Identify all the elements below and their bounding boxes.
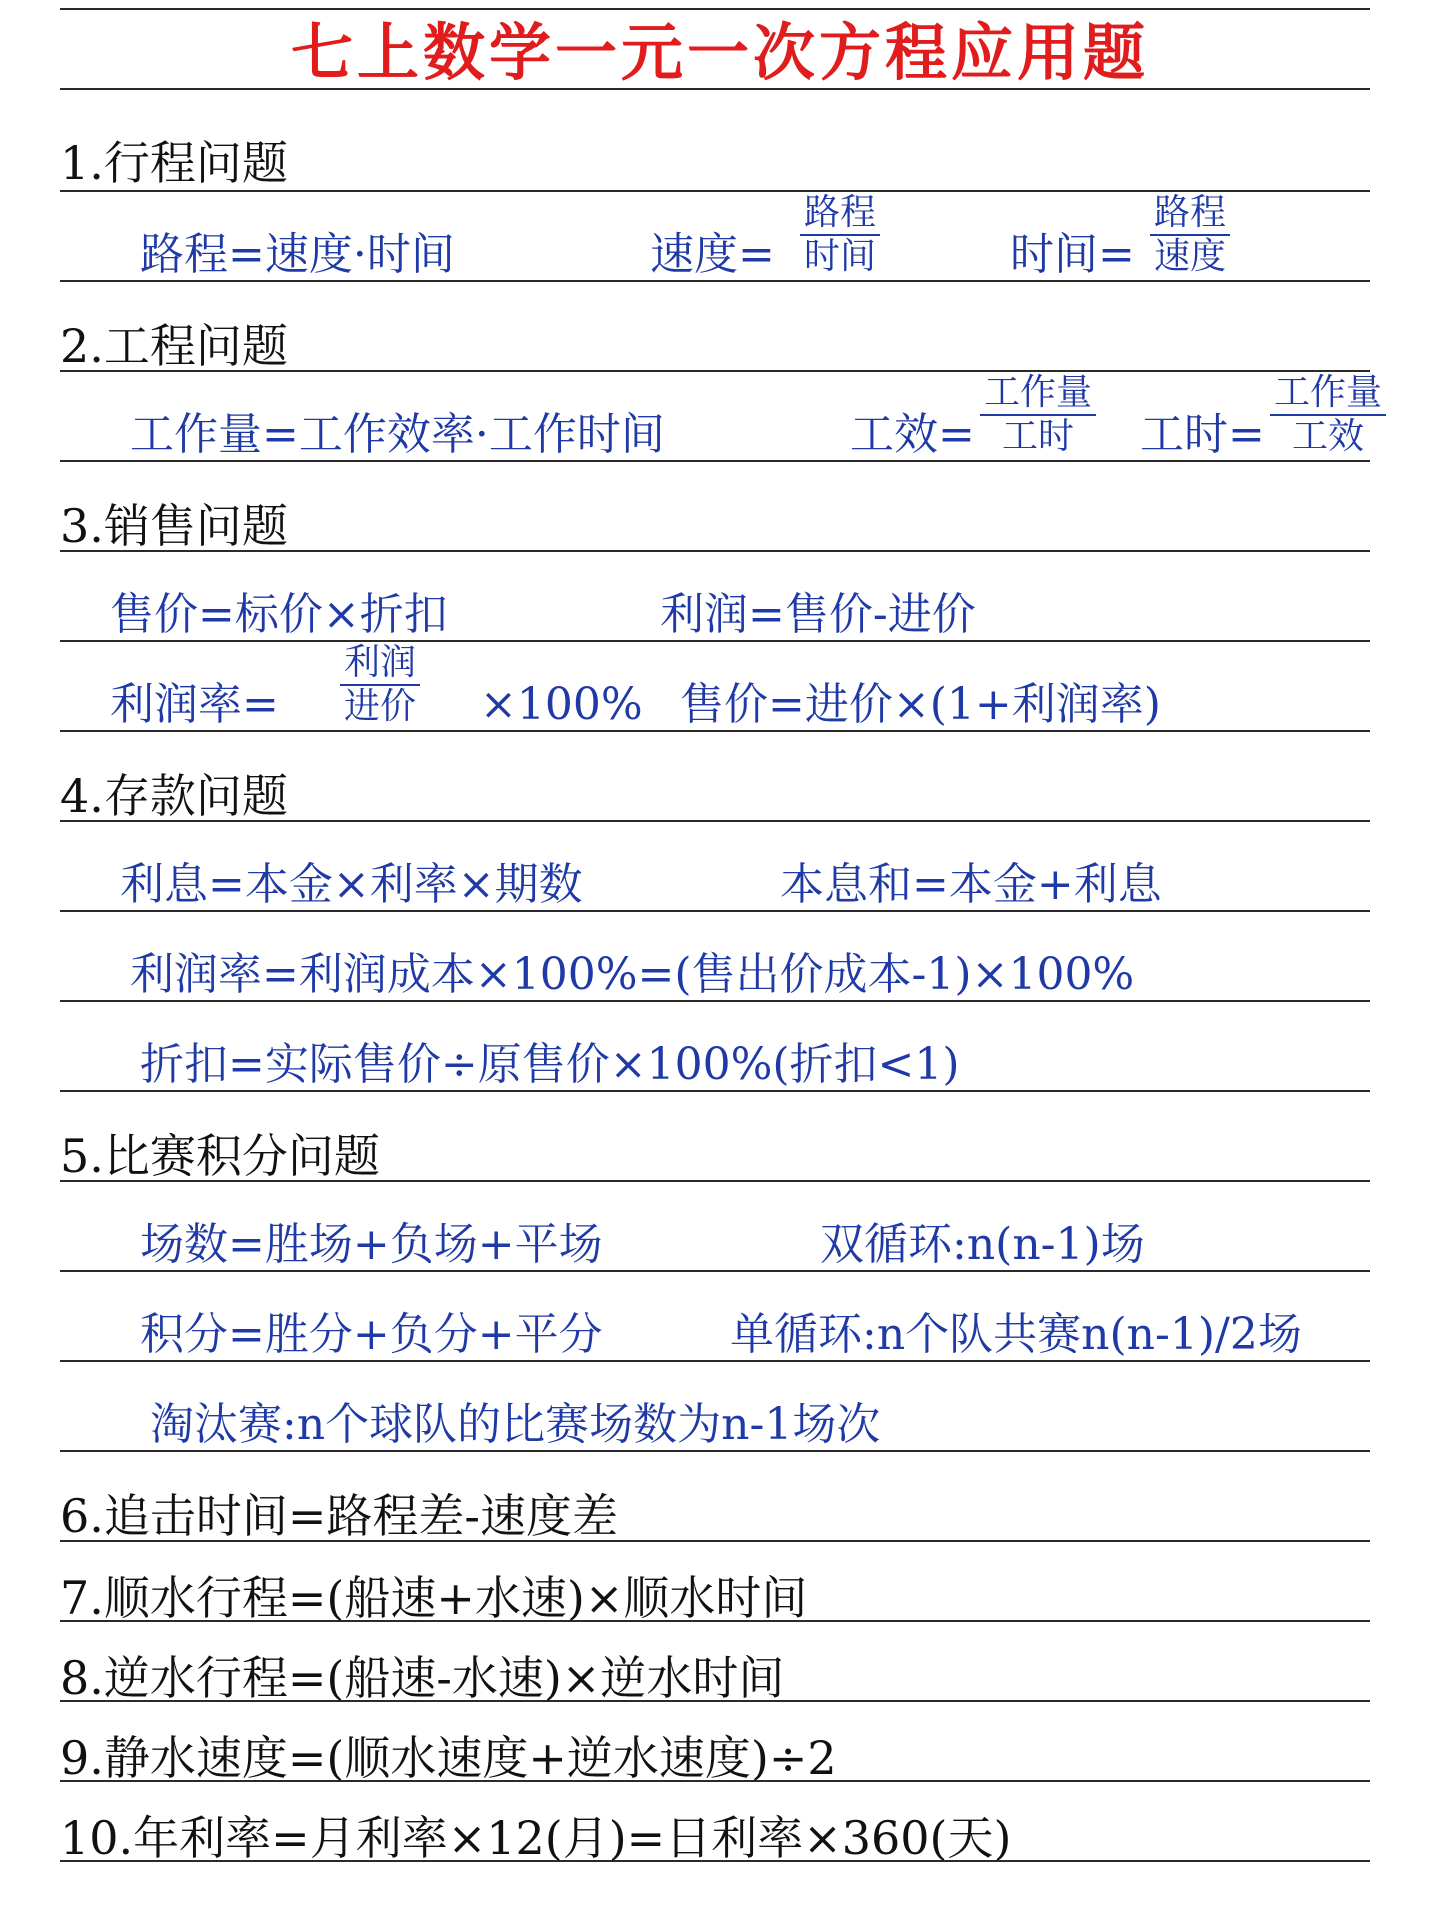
formula-workload: 工作量=工作效率·工作时间 bbox=[130, 409, 665, 460]
ruled-line bbox=[60, 1360, 1370, 1362]
formula-profit-rate-2: 利润率=利润成本×100%=(售出价成本-1)×100% bbox=[130, 949, 1135, 1000]
fraction-worktime bbox=[1270, 372, 1386, 457]
fraction-denominator: 工时 bbox=[1002, 416, 1075, 457]
ruled-line bbox=[60, 730, 1370, 732]
formula-discount: 折扣=实际售价÷原售价×100%(折扣<1) bbox=[140, 1039, 960, 1090]
section-heading-travel: 1.行程问题 bbox=[60, 136, 288, 190]
section-heading-deposit: 4.存款问题 bbox=[60, 769, 288, 823]
fraction-numerator: 路程 bbox=[1150, 195, 1230, 236]
fraction-efficiency bbox=[980, 372, 1096, 457]
fraction-numerator: 路程 bbox=[800, 195, 880, 236]
formula-worktime-label: 工时= bbox=[1140, 409, 1265, 460]
formula-downstream: 7.顺水行程=(船速+水速)×顺水时间 bbox=[60, 1571, 808, 1625]
formula-interest: 利息=本金×利率×期数 bbox=[120, 859, 583, 910]
formula-double-round-robin: 双循环:n(n-1)场 bbox=[820, 1219, 1145, 1270]
formula-knockout: 淘汰赛:n个球队的比赛场数为n-1场次 bbox=[150, 1399, 881, 1450]
formula-principal-interest: 本息和=本金+利息 bbox=[780, 859, 1162, 910]
formula-upstream: 8.逆水行程=(船速-水速)×逆水时间 bbox=[60, 1651, 785, 1705]
formula-distance: 路程=速度·时间 bbox=[140, 229, 455, 280]
ruled-line bbox=[60, 8, 1370, 10]
formula-still-water-speed: 9.静水速度=(顺水速度+逆水速度)÷2 bbox=[60, 1731, 837, 1785]
fraction-profit-rate bbox=[340, 642, 420, 727]
formula-chase-time: 6.追击时间=路程差-速度差 bbox=[60, 1489, 618, 1543]
formula-speed-label: 速度= bbox=[650, 229, 775, 280]
ruled-line bbox=[60, 640, 1370, 642]
section-heading-work: 2.工程问题 bbox=[60, 319, 288, 373]
formula-efficiency-label: 工效= bbox=[850, 409, 975, 460]
fraction-denominator: 速度 bbox=[1154, 236, 1227, 277]
ruled-line bbox=[60, 1270, 1370, 1272]
formula-profit: 利润=售价-进价 bbox=[660, 589, 976, 640]
fraction-numerator: 工作量 bbox=[1270, 375, 1386, 416]
fraction-denominator: 进价 bbox=[344, 686, 417, 727]
fraction-speed bbox=[800, 192, 880, 277]
fraction-denominator: 工效 bbox=[1292, 416, 1365, 457]
ruled-line bbox=[60, 460, 1370, 462]
formula-profit-rate-percent: ×100% bbox=[480, 679, 643, 730]
fraction-denominator: 时间 bbox=[804, 236, 877, 277]
formula-matches: 场数=胜场+负场+平场 bbox=[140, 1219, 603, 1270]
fraction-numerator: 工作量 bbox=[980, 375, 1096, 416]
formula-selling-price-2: 售价=进价×(1+利润率) bbox=[680, 679, 1161, 730]
formula-single-round-robin: 单循环:n个队共赛n(n-1)/2场 bbox=[730, 1309, 1302, 1360]
ruled-line bbox=[60, 910, 1370, 912]
page-title: 七上数学一元一次方程应用题 bbox=[290, 16, 1149, 89]
section-heading-competition: 5.比赛积分问题 bbox=[60, 1129, 380, 1183]
formula-time-label: 时间= bbox=[1010, 229, 1135, 280]
formula-selling-price: 售价=标价×折扣 bbox=[110, 589, 448, 640]
ruled-line bbox=[60, 1000, 1370, 1002]
formula-annual-rate: 10.年利率=月利率×12(月)=日利率×360(天) bbox=[60, 1811, 1012, 1865]
ruled-line bbox=[60, 1090, 1370, 1092]
fraction-time bbox=[1150, 192, 1230, 277]
section-heading-sales: 3.销售问题 bbox=[60, 499, 288, 553]
ruled-line bbox=[60, 1450, 1370, 1452]
fraction-numerator: 利润 bbox=[340, 645, 420, 686]
formula-profit-rate-label: 利润率= bbox=[110, 679, 279, 730]
formula-points: 积分=胜分+负分+平分 bbox=[140, 1309, 603, 1360]
ruled-line bbox=[60, 280, 1370, 282]
